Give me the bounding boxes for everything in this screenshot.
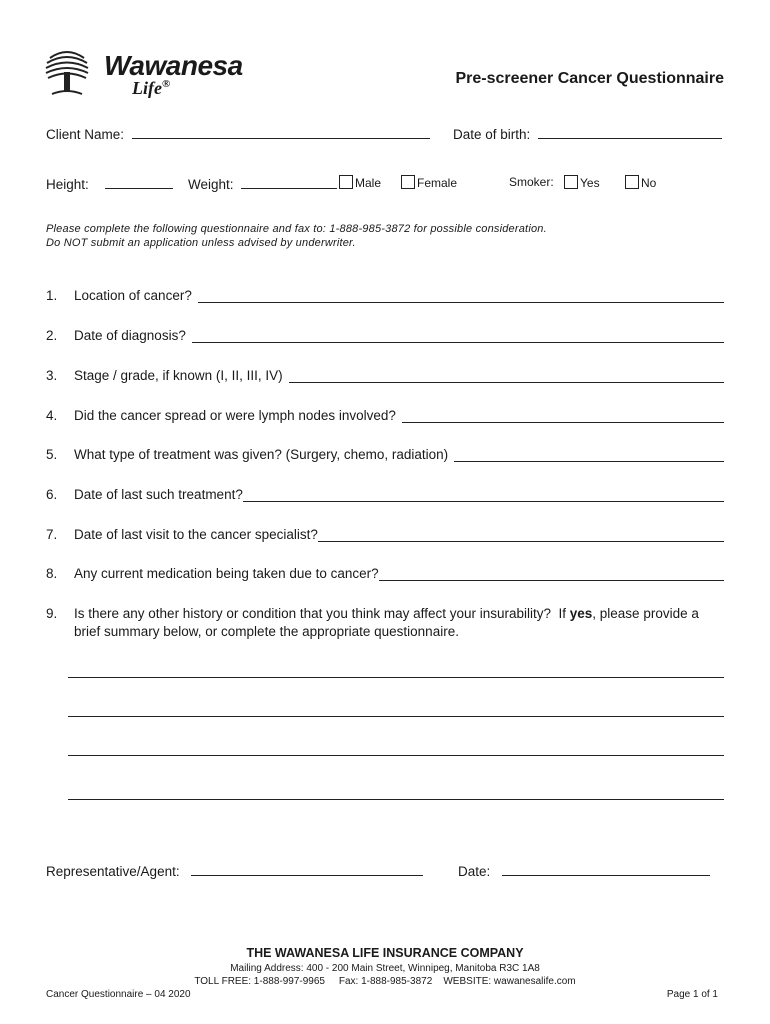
brand-name: Wawanesa [104, 50, 243, 81]
sign-date-row [458, 861, 710, 880]
question-9-line-2: brief summary below, or complete the appropriate questionnaire. [74, 624, 459, 639]
answer-line[interactable] [379, 566, 724, 581]
smoker-yes-option[interactable] [564, 175, 600, 190]
answer-line[interactable] [402, 408, 724, 423]
smoker-no-checkbox[interactable] [625, 175, 639, 189]
weight-row [188, 174, 337, 193]
question-number: 3. [46, 368, 58, 383]
answer-line[interactable] [454, 447, 724, 462]
question-text: Stage / grade, if known (I, II, III, IV) [74, 368, 283, 383]
question-9-bold: yes [569, 606, 593, 621]
summary-line-2[interactable] [68, 716, 724, 717]
height-row [46, 174, 173, 193]
weight-field[interactable] [241, 174, 337, 189]
smoker-yes-checkbox[interactable] [564, 175, 578, 189]
question-number: 6. [46, 487, 58, 502]
question-8 [46, 566, 724, 581]
brand-sub-text: Life [132, 78, 162, 98]
form-id: Cancer Questionnaire – 04 2020 [46, 989, 191, 1000]
female-checkbox[interactable] [401, 175, 415, 189]
answer-line[interactable] [198, 288, 724, 303]
question-6 [46, 487, 724, 502]
question-text: Location of cancer? [74, 288, 192, 303]
male-checkbox[interactable] [339, 175, 353, 189]
client-name-row [46, 124, 430, 143]
question-number: 4. [46, 408, 58, 423]
instructions-line-2: Do NOT submit an application unless advised by underwriter. [46, 237, 356, 249]
question-number: 8. [46, 566, 58, 581]
question-5 [46, 447, 724, 462]
agent-label: Representative/Agent: [46, 864, 180, 879]
smoker-no-option[interactable] [625, 175, 656, 190]
answer-line[interactable] [318, 527, 724, 542]
smoker-no-label: No [641, 176, 657, 190]
dob-label: Date of birth: [453, 127, 531, 142]
smoker-yes-label: Yes [580, 176, 600, 190]
question-text: Any current medication being taken due to cancer? [74, 566, 379, 581]
contact-info: TOLL FREE: 1-888-997-9965 Fax: 1-888-985-3872 WEBSITE: wawanesalife.com [194, 976, 576, 987]
brand-sub [132, 78, 170, 99]
question-text: Date of last such treatment? [74, 487, 243, 502]
weight-label: Weight: [188, 177, 234, 192]
dob-row [453, 124, 722, 143]
mailing-address: Mailing Address: 400 - 200 Main Street, Winnipeg, Manitoba R3C 1A8 [230, 963, 540, 974]
answer-line[interactable] [243, 487, 724, 502]
client-name-field[interactable] [132, 124, 430, 139]
company-logo [44, 46, 244, 100]
company-name: THE WAWANESA LIFE INSURANCE COMPANY [246, 946, 524, 960]
height-label: Height: [46, 177, 89, 192]
registered-mark: ® [161, 78, 171, 90]
summary-line-4[interactable] [68, 799, 724, 800]
question-number: 7. [46, 527, 58, 542]
question-2 [46, 328, 724, 343]
question-9-text-after: , please provide a [592, 606, 699, 621]
tree-logo-icon [44, 46, 90, 98]
agent-field[interactable] [191, 861, 423, 876]
question-7 [46, 527, 724, 542]
female-option[interactable] [401, 175, 457, 190]
question-9-number: 9. [46, 606, 58, 621]
instructions-line-1: Please complete the following questionnaire and fax to: 1-888-985-3872 for possible consideration. [46, 223, 547, 235]
female-label: Female [417, 176, 458, 190]
question-number: 1. [46, 288, 58, 303]
page-title: Pre-screener Cancer Questionnaire [455, 70, 724, 87]
question-text: What type of treatment was given? (Surgery, chemo, radiation) [74, 447, 449, 462]
question-number: 5. [46, 447, 58, 462]
summary-line-1[interactable] [68, 677, 724, 678]
question-9-text-before: Is there any other history or condition that you think may affect your insurability? If [74, 606, 570, 621]
sign-date-label: Date: [458, 864, 491, 879]
client-name-label: Client Name: [46, 127, 125, 142]
agent-row [46, 861, 423, 880]
dob-field[interactable] [538, 124, 722, 139]
answer-line[interactable] [192, 328, 724, 343]
answer-line[interactable] [289, 368, 724, 383]
question-3 [46, 368, 724, 383]
smoker-label: Smoker: [509, 175, 554, 189]
height-field[interactable] [105, 174, 173, 189]
question-9-text [74, 606, 699, 622]
question-text: Date of last visit to the cancer specialist? [74, 527, 318, 542]
question-text: Date of diagnosis? [74, 328, 186, 343]
question-1 [46, 288, 724, 303]
question-number: 2. [46, 328, 58, 343]
summary-line-3[interactable] [68, 755, 724, 756]
male-option[interactable] [339, 175, 381, 190]
sign-date-field[interactable] [502, 861, 710, 876]
question-4 [46, 408, 724, 423]
page-number: Page 1 of 1 [666, 989, 718, 1000]
male-label: Male [355, 176, 382, 190]
question-text: Did the cancer spread or were lymph nodes involved? [74, 408, 396, 423]
